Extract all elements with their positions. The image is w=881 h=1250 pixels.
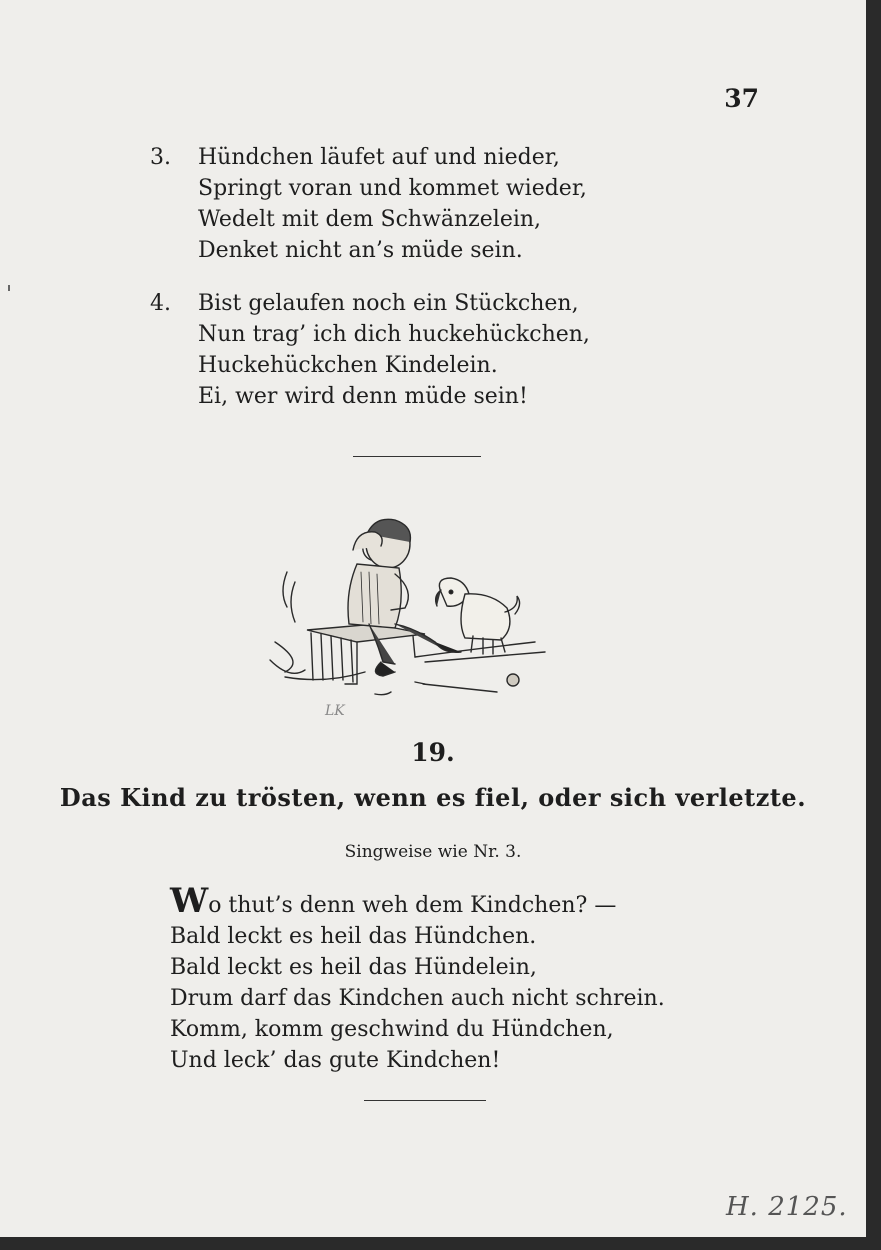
verse-line: Hündchen läufet auf und nieder, <box>198 145 560 170</box>
tune-indication: Singweise wie Nr. 3. <box>344 842 522 862</box>
stanza-number: 4. <box>150 291 171 316</box>
verse-line: Nun trag’ ich dich huckehückchen, <box>198 322 590 347</box>
song-number: 19. <box>411 738 455 767</box>
margin-mark <box>8 285 10 291</box>
section-divider <box>353 456 481 457</box>
verse-line: o thut’s denn weh dem Kindchen? — <box>208 893 617 918</box>
drop-cap: W <box>170 881 209 921</box>
verse-line: Ei, wer wird denn müde sein! <box>198 384 528 409</box>
child-and-dog-illustration <box>265 512 555 722</box>
verse-line: Drum darf das Kindchen auch nicht schrein. <box>170 986 665 1011</box>
verse-line: Bald leckt es heil das Hündchen. <box>170 924 537 949</box>
stanza-number: 3. <box>150 145 171 170</box>
verse-line: Denket nicht an’s müde sein. <box>198 238 523 263</box>
verse-line: Komm, komm geschwind du Hündchen, <box>170 1017 614 1042</box>
verse-line: Und leck’ das gute Kindchen! <box>170 1048 501 1073</box>
verse-first-line <box>170 881 665 921</box>
song-title: Das Kind zu trösten, wenn es fiel, oder sich verletzte. <box>59 783 807 812</box>
song-verse <box>170 881 665 1076</box>
verse-line: Wedelt mit dem Schwänzelein, <box>198 207 542 232</box>
section-divider <box>364 1100 486 1101</box>
artist-monogram: LK <box>325 703 345 719</box>
verse-line: Springt voran und kommet wieder, <box>198 176 587 201</box>
verse-line: Bald leckt es heil das Hündelein, <box>170 955 537 980</box>
verse-line: Bist gelaufen noch ein Stückchen, <box>198 291 579 316</box>
handwritten-shelfmark: H. 2125. <box>726 1192 848 1222</box>
page-number: 37 <box>724 84 759 113</box>
verse-line: Huckehückchen Kindelein. <box>198 353 498 378</box>
